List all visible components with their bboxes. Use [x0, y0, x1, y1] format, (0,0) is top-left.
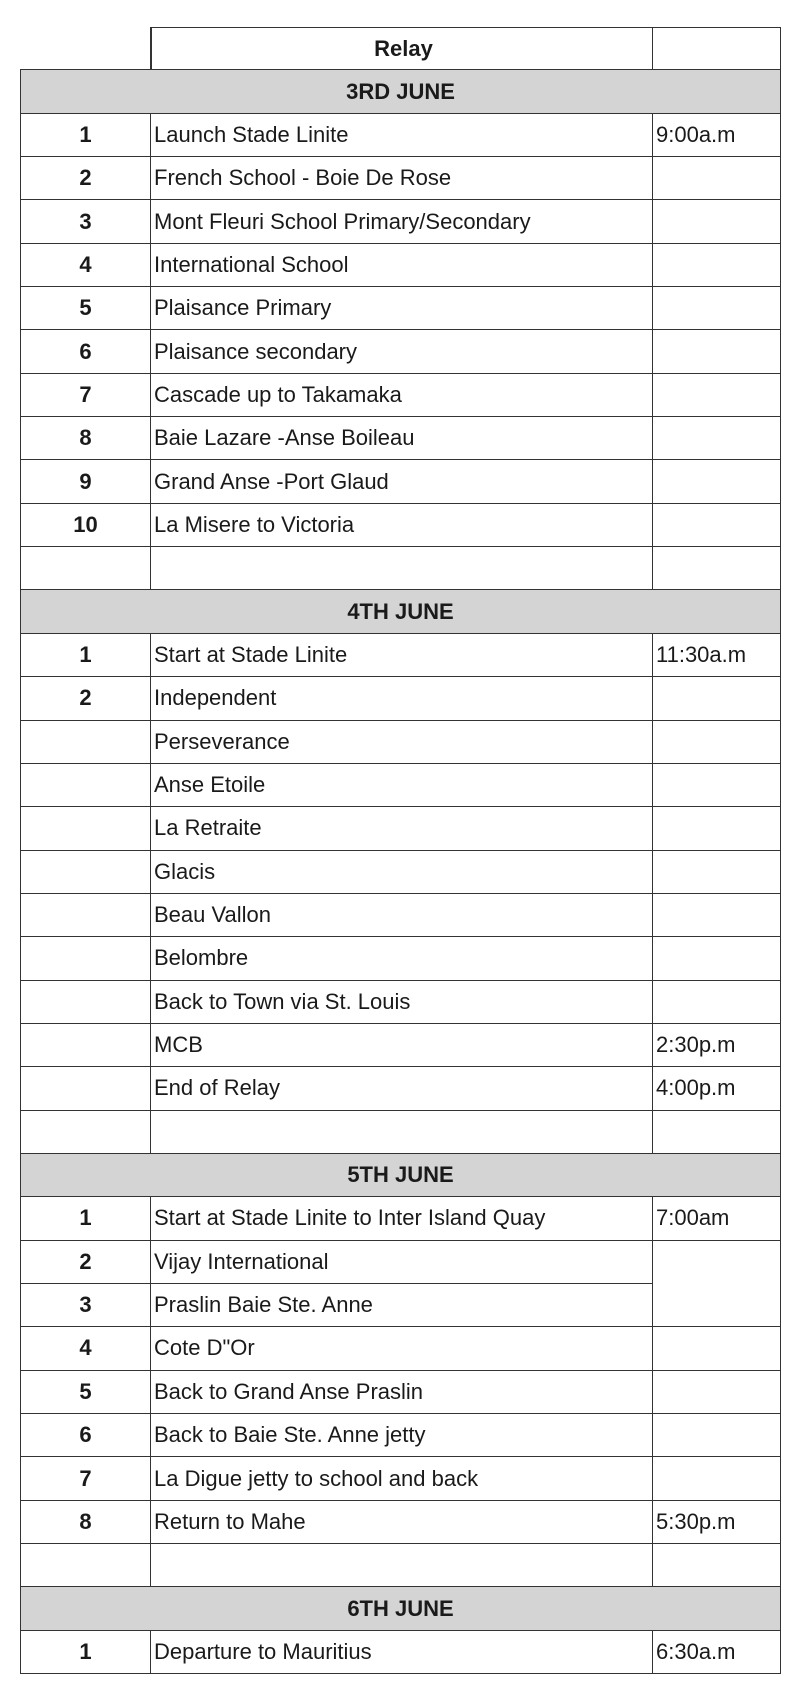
- day-header: 4TH JUNE: [20, 590, 781, 633]
- row-location: Grand Anse -Port Glaud: [151, 460, 653, 503]
- table-row: [20, 1414, 781, 1457]
- table-row: [20, 851, 781, 894]
- row-time: [653, 417, 781, 460]
- row-number: 2: [20, 157, 151, 200]
- row-location: Vijay International: [151, 1241, 653, 1284]
- row-number: 4: [20, 1327, 151, 1370]
- row-time: [653, 1241, 781, 1284]
- row-time: [653, 1371, 781, 1414]
- row-location: [151, 1111, 653, 1154]
- row-location: La Retraite: [151, 807, 653, 850]
- row-time: 6:30a.m: [653, 1631, 781, 1674]
- row-number: 7: [20, 374, 151, 417]
- table-row: [20, 1371, 781, 1414]
- row-time: [653, 460, 781, 503]
- row-location: Back to Grand Anse Praslin: [151, 1371, 653, 1414]
- row-time: 7:00am: [653, 1197, 781, 1240]
- row-number: [20, 894, 151, 937]
- table-row: [20, 1111, 781, 1154]
- row-time: [653, 894, 781, 937]
- row-number: 1: [20, 1631, 151, 1674]
- relay-schedule-table: [20, 27, 781, 1674]
- table-row: [20, 1457, 781, 1500]
- table-row: [20, 721, 781, 764]
- row-number: 1: [20, 1197, 151, 1240]
- row-time: [653, 807, 781, 850]
- row-number: 1: [20, 634, 151, 677]
- row-time: [653, 721, 781, 764]
- row-number: 2: [20, 1241, 151, 1284]
- table-row: [20, 330, 781, 373]
- row-number: [20, 764, 151, 807]
- header-time-cell: [653, 27, 781, 70]
- row-location: [151, 547, 653, 590]
- row-location: Back to Town via St. Louis: [151, 981, 653, 1024]
- table-row: [20, 1024, 781, 1067]
- table-row: [20, 634, 781, 677]
- row-number: 10: [20, 504, 151, 547]
- table-row: [20, 547, 781, 590]
- table-header-row: [20, 27, 781, 70]
- table-row: [20, 807, 781, 850]
- row-location: Plaisance secondary: [151, 330, 653, 373]
- row-location: Independent: [151, 677, 653, 720]
- row-number: [20, 1544, 151, 1587]
- row-number: [20, 547, 151, 590]
- row-number: 8: [20, 1501, 151, 1544]
- row-time: [653, 1544, 781, 1587]
- row-location: Anse Etoile: [151, 764, 653, 807]
- row-time: [653, 1284, 781, 1327]
- row-location: Departure to Mauritius: [151, 1631, 653, 1674]
- row-time: [653, 504, 781, 547]
- row-location: Belombre: [151, 937, 653, 980]
- row-time: [653, 677, 781, 720]
- row-number: 9: [20, 460, 151, 503]
- row-number: [20, 1067, 151, 1110]
- table-row: [20, 287, 781, 330]
- row-time: [653, 547, 781, 590]
- day-sections: [20, 70, 781, 1674]
- row-number: 4: [20, 244, 151, 287]
- table-row: [20, 1544, 781, 1587]
- row-time: 4:00p.m: [653, 1067, 781, 1110]
- row-location: Cascade up to Takamaka: [151, 374, 653, 417]
- row-time: [653, 1414, 781, 1457]
- row-location: La Digue jetty to school and back: [151, 1457, 653, 1500]
- day-header: 6TH JUNE: [20, 1587, 781, 1630]
- table-row: [20, 504, 781, 547]
- row-location: Perseverance: [151, 721, 653, 764]
- row-number: 2: [20, 677, 151, 720]
- table-row: [20, 677, 781, 720]
- table-row: [20, 200, 781, 243]
- row-number: 5: [20, 287, 151, 330]
- row-number: 6: [20, 330, 151, 373]
- table-row: [20, 1501, 781, 1544]
- table-row: [20, 894, 781, 937]
- table-row: [20, 1241, 781, 1284]
- table-row: [20, 937, 781, 980]
- row-number: [20, 807, 151, 850]
- table-row: [20, 460, 781, 503]
- row-number: [20, 1024, 151, 1067]
- table-row: [20, 1197, 781, 1240]
- row-location: Glacis: [151, 851, 653, 894]
- row-time: [653, 1457, 781, 1500]
- row-number: [20, 851, 151, 894]
- day-header: 3RD JUNE: [20, 70, 781, 113]
- table-row: [20, 1327, 781, 1370]
- row-time: 9:00a.m: [653, 114, 781, 157]
- row-number: [20, 721, 151, 764]
- row-location: Praslin Baie Ste. Anne: [151, 1284, 653, 1327]
- row-location: Start at Stade Linite to Inter Island Quay: [151, 1197, 653, 1240]
- row-time: [653, 200, 781, 243]
- row-number: 5: [20, 1371, 151, 1414]
- table-row: [20, 244, 781, 287]
- row-location: Launch Stade Linite: [151, 114, 653, 157]
- day-header: 5TH JUNE: [20, 1154, 781, 1197]
- row-number: [20, 937, 151, 980]
- row-location: Cote D"Or: [151, 1327, 653, 1370]
- table-row: [20, 764, 781, 807]
- row-location: Baie Lazare -Anse Boileau: [151, 417, 653, 460]
- row-number: 6: [20, 1414, 151, 1457]
- row-time: [653, 981, 781, 1024]
- row-number: [20, 981, 151, 1024]
- row-time: [653, 374, 781, 417]
- row-number: 3: [20, 200, 151, 243]
- row-number: 7: [20, 1457, 151, 1500]
- row-time: [653, 244, 781, 287]
- row-time: [653, 937, 781, 980]
- table-row: [20, 1631, 781, 1674]
- row-time: 11:30a.m: [653, 634, 781, 677]
- row-location: Return to Mahe: [151, 1501, 653, 1544]
- row-location: Plaisance Primary: [151, 287, 653, 330]
- row-number: 8: [20, 417, 151, 460]
- row-location: La Misere to Victoria: [151, 504, 653, 547]
- row-time: 2:30p.m: [653, 1024, 781, 1067]
- row-location: [151, 1544, 653, 1587]
- row-location: French School - Boie De Rose: [151, 157, 653, 200]
- row-number: 1: [20, 114, 151, 157]
- row-time: [653, 851, 781, 894]
- row-location: Mont Fleuri School Primary/Secondary: [151, 200, 653, 243]
- table-row: [20, 981, 781, 1024]
- table-row: [20, 157, 781, 200]
- row-time: [653, 1327, 781, 1370]
- row-time: [653, 287, 781, 330]
- table-title: Relay: [151, 27, 653, 70]
- row-time: [653, 1111, 781, 1154]
- table-row: [20, 114, 781, 157]
- row-number: 3: [20, 1284, 151, 1327]
- table-row: [20, 374, 781, 417]
- row-number: [20, 1111, 151, 1154]
- row-time: [653, 157, 781, 200]
- table-row: [20, 1284, 781, 1327]
- row-location: End of Relay: [151, 1067, 653, 1110]
- row-time: [653, 764, 781, 807]
- row-location: Beau Vallon: [151, 894, 653, 937]
- header-number-cell: [20, 27, 151, 70]
- row-location: Start at Stade Linite: [151, 634, 653, 677]
- table-row: [20, 1067, 781, 1110]
- row-time: 5:30p.m: [653, 1501, 781, 1544]
- row-time: [653, 330, 781, 373]
- row-location: International School: [151, 244, 653, 287]
- table-row: [20, 417, 781, 460]
- row-location: Back to Baie Ste. Anne jetty: [151, 1414, 653, 1457]
- row-location: MCB: [151, 1024, 653, 1067]
